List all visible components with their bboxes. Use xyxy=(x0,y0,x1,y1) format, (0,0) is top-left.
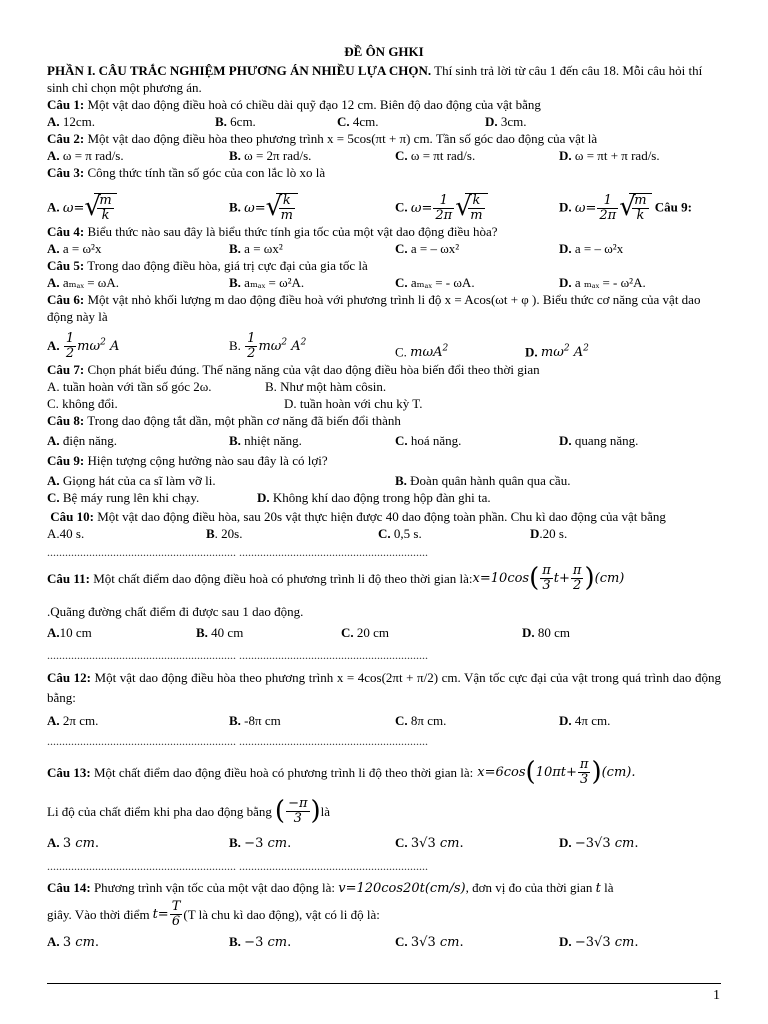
question-11-cont: .Quãng đường chất điểm đi được sau 1 dao động. xyxy=(47,604,304,619)
option-c[interactable]: C. a = – ωx² xyxy=(395,241,460,256)
option-a[interactable]: A.40 s. xyxy=(47,526,85,541)
question-1 xyxy=(47,96,721,113)
question-7-options-cd xyxy=(47,395,721,412)
option-b[interactable]: B. ω= √ $\frac{k}{m}$ xyxy=(229,193,395,223)
option-d[interactable]: D. a = – ω²x xyxy=(559,241,624,256)
option-b[interactable]: B. −3 cm. xyxy=(229,934,292,950)
option-d[interactable]: D. 3cm. xyxy=(485,114,527,129)
option-a[interactable]: A.10 cm xyxy=(47,625,92,640)
option-a[interactable]: A. aₘₐₓ = ωA. xyxy=(47,275,119,290)
option-c[interactable]: C. 3√3 cm. xyxy=(395,934,464,950)
divider-dots: ............................................................... ............................................................... xyxy=(47,859,428,873)
question-4: Câu 4: Biểu thức nào sau đây là biểu thức tính gia tốc của một vật dao động điều hòa? xyxy=(47,224,498,239)
option-d[interactable]: D. tuần hoàn với chu kỳ T. xyxy=(284,396,423,411)
option-d[interactable]: D. ω = πt + π rad/s. xyxy=(559,148,660,163)
question-10-options xyxy=(47,525,721,542)
question-3-options xyxy=(47,181,721,223)
option-b[interactable]: B. Đoàn quân hành quân qua cầu. xyxy=(395,473,571,488)
page-number: 1 xyxy=(713,988,720,1003)
question-4-options xyxy=(47,240,721,257)
question-12: Câu 12: Một vật dao động điều hòa theo phương trình x = 4cos(2πt + π/2) cm. Vận tốc cực đại của vật trong quá trình dao động bằng: xyxy=(47,670,721,705)
option-d[interactable]: D. Không khí dao động trong hộp đàn ghi ta. xyxy=(257,490,491,505)
question-13-options xyxy=(47,834,721,852)
question-text: Một vật dao động điều hoà có chiều dài quỹ đạo 12 cm. Biên độ dao động của vật bằng xyxy=(84,97,541,112)
question-7: Câu 7: Chọn phát biểu đúng. Thế năng năng của vật dao động điều hòa biến đổi theo thời gian xyxy=(47,362,540,377)
document-title: ĐỀ ÔN GHKI xyxy=(344,44,424,59)
question-13: Câu 13: Một chất điểm dao động điều hoà có phương trình li độ theo thời gian là: x=6cos(10πt+ $\frac{\pi}{3}$ )(cm). xyxy=(47,756,636,787)
option-c[interactable]: C. 4cm. xyxy=(337,114,379,129)
option-a[interactable]: A. ω= √ $\frac{m}{k}$ xyxy=(47,193,229,223)
divider-dots: ............................................................... ............................................................... xyxy=(47,734,428,748)
part1-heading: PHẦN I. CÂU TRẮC NGHIỆM PHƯƠNG ÁN NHIỀU LỰA CHỌN. xyxy=(47,63,432,78)
option-b[interactable]: B. 6cm. xyxy=(215,114,256,129)
document-page xyxy=(47,44,721,951)
option-c[interactable]: C. hoá năng. xyxy=(395,433,462,448)
question-10: Câu 10: Một vật dao động điều hòa, sau 20s vật thực hiện được 40 dao động toàn phần. Chu kì dao động của vật bằng xyxy=(50,509,666,524)
option-c[interactable]: C. 0,5 s. xyxy=(378,526,422,541)
footer-rule xyxy=(47,983,721,984)
option-c[interactable]: C. 20 cm xyxy=(341,625,390,640)
q13-equation: x=6cos(10πt+ $\frac{\pi}{3}$ )(cm). xyxy=(477,756,636,787)
question-6-options xyxy=(47,325,721,361)
question-7-options-ab xyxy=(47,378,721,395)
option-a[interactable]: A. điện năng. xyxy=(47,433,118,448)
option-c[interactable]: C. Bệ máy rung lên khi chạy. xyxy=(47,490,200,505)
option-d[interactable]: D. ω= $\frac{1}{2\pi}$ √ $\frac{m}{k}$ Câu 9: xyxy=(559,192,692,223)
divider-dots: ............................................................... ............................................................... xyxy=(47,648,428,662)
option-d[interactable]: D.20 s. xyxy=(530,526,568,541)
option-c[interactable]: C. ω = πt rad/s. xyxy=(395,148,476,163)
option-d[interactable]: D. 4π cm. xyxy=(559,713,611,728)
option-b[interactable]: B. a = ωx² xyxy=(229,241,283,256)
option-b[interactable]: B. aₘₐₓ = ω²A. xyxy=(229,275,305,290)
option-b[interactable]: B. nhiệt năng. xyxy=(229,433,302,448)
question-14-options xyxy=(47,933,721,951)
question-2: Câu 2: Một vật dao động điều hòa theo phương trình x = 5cos(πt + π) cm. Tần số góc dao động của vật là xyxy=(47,131,598,146)
option-a[interactable]: A. Giọng hát của ca sĩ làm vỡ li. xyxy=(47,473,216,488)
question-8: Câu 8: Trong dao động tắt dần, một phần cơ năng đã biến đổi thành xyxy=(47,413,401,428)
part1-instructions: Thí sinh trả lời từ câu 1 đến câu 18. Mỗi câu hỏi thí sinh chỉ chọn một phương án. xyxy=(47,63,703,95)
option-c[interactable]: C. mωA$^2$ xyxy=(395,343,449,360)
option-c[interactable]: C. ω= $\frac{1}{2\pi}$ √ $\frac{k}{m}$ xyxy=(395,193,559,223)
option-d[interactable]: D. quang năng. xyxy=(559,433,639,448)
option-b[interactable]: B. 40 cm xyxy=(196,625,244,640)
option-a[interactable]: A. 3 cm. xyxy=(47,934,100,950)
question-12-options xyxy=(47,712,721,729)
option-d[interactable]: D. $m\omega^2$ $A^2$ xyxy=(525,343,589,360)
option-a[interactable]: A. ω = π rad/s. xyxy=(47,148,124,163)
option-d[interactable]: D. −3√3 cm. xyxy=(559,934,639,950)
question-8-options xyxy=(47,432,721,449)
question-6: Câu 6: Một vật nhỏ khối lượng m dao động điều hoà với phương trình li độ x = Acos(ωt + φ ). Biểu thức cơ năng của vật dao động này là xyxy=(47,292,701,324)
question-9-options-ab xyxy=(47,472,721,489)
question-13-cont: Li độ của chất điểm khi pha dao động bằng ( $\frac{-\pi}{3}$ ) là xyxy=(47,795,331,826)
option-b[interactable]: B. -8π cm xyxy=(229,713,281,728)
option-d[interactable]: D. 80 cm xyxy=(522,625,571,640)
question-5: Câu 5: Trong dao động điều hòa, giá trị cực đại của gia tốc là xyxy=(47,258,368,273)
part1-intro xyxy=(47,62,721,96)
option-a[interactable]: A. $\frac{1}{2}$ $m\omega^2$ A xyxy=(47,331,120,361)
question-11-options xyxy=(47,624,721,641)
option-c[interactable]: C. 8π cm. xyxy=(395,713,447,728)
option-b[interactable]: B. −3 cm. xyxy=(229,835,292,851)
q11-equation: x=10cos( $\frac{\pi}{3}$ t+ $\frac{\pi}{2}$ )(cm) xyxy=(472,562,625,593)
option-c[interactable]: C. không đổi. xyxy=(47,396,118,411)
question-14-cont: giây. Vào thời điểm t= $\frac{T}{6}$ (T là chu kì dao động), vật có li độ là: xyxy=(47,898,380,929)
option-b[interactable]: B. 20s. xyxy=(206,526,243,541)
question-5-options xyxy=(47,274,721,291)
question-3: Câu 3: Công thức tính tần số góc của con lắc lò xo là xyxy=(47,165,326,180)
option-c[interactable]: C. aₘₐₓ = - ωA. xyxy=(395,275,475,290)
option-a[interactable]: A. 12cm. xyxy=(47,114,96,129)
question-label: Câu 1: xyxy=(47,97,85,112)
question-9-options-cd xyxy=(47,489,721,506)
option-a[interactable]: A. 2π cm. xyxy=(47,713,99,728)
option-a[interactable]: A. tuần hoàn với tần số góc 2ω. xyxy=(47,379,212,394)
question-2-options xyxy=(47,147,721,164)
question-14: Câu 14: Phương trình vận tốc của một vật dao động là: v=120cos20t(cm/s), đơn vị đo của thời gian t là xyxy=(47,880,614,896)
option-a[interactable]: A. 3 cm. xyxy=(47,835,100,851)
option-b[interactable]: B. $\frac{1}{2}$ $m\omega^2$ $A^2$ xyxy=(229,331,307,361)
option-c[interactable]: C. 3√3 cm. xyxy=(395,835,464,851)
question-11: Câu 11: Một chất điểm dao động điều hoà có phương trình li độ theo thời gian là: x=10cos( $\frac{\pi}{3}$ t+ $\frac{\pi}{2}$ )(cm) xyxy=(47,562,625,593)
option-b[interactable]: B. ω = 2π rad/s. xyxy=(229,148,312,163)
option-b[interactable]: B. Như một hàm côsin. xyxy=(265,379,387,394)
question-9: Câu 9: Hiện tượng cộng hưởng nào sau đây là có lợi? xyxy=(47,453,328,468)
option-d[interactable]: D. a ₘₐₓ = - ω²A. xyxy=(559,275,646,290)
divider-dots: ............................................................... ............................................................... xyxy=(47,545,428,559)
option-a[interactable]: A. a = ω²x xyxy=(47,241,102,256)
question-1-options xyxy=(47,113,721,130)
option-d[interactable]: D. −3√3 cm. xyxy=(559,835,639,851)
